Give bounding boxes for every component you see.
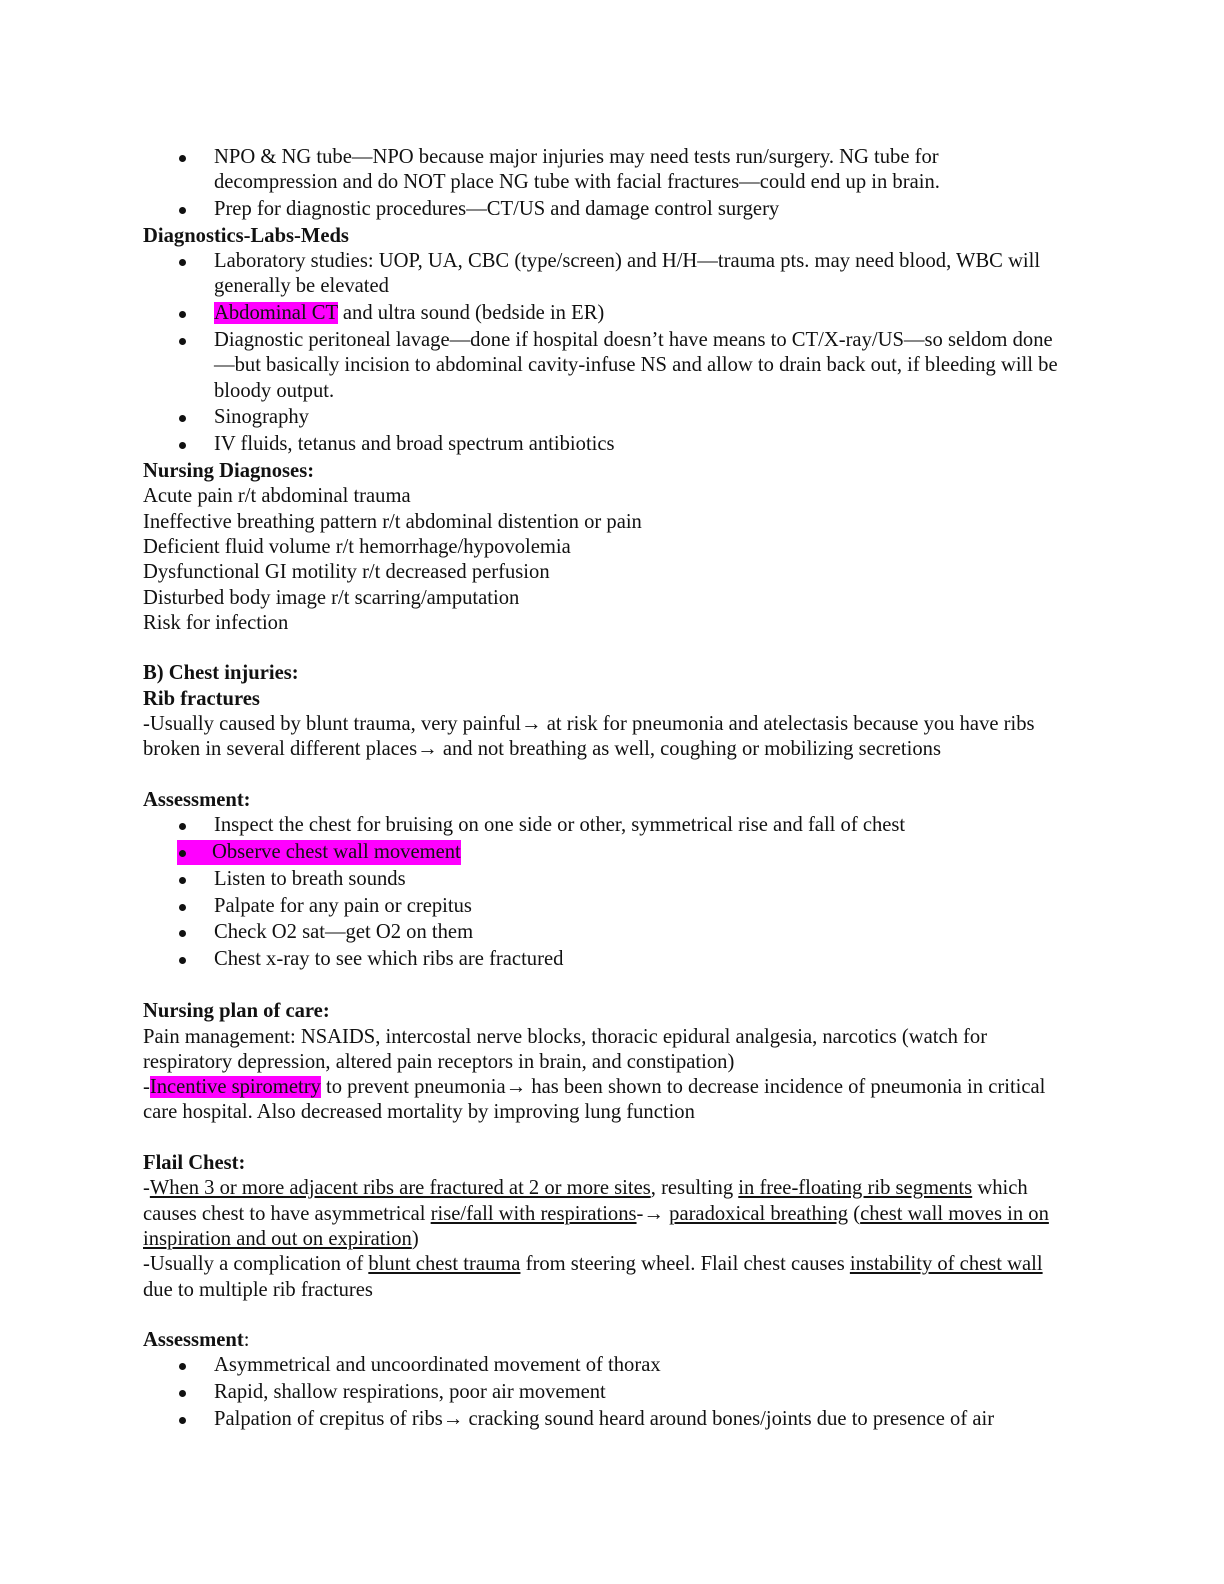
document-page (143, 145, 1063, 1434)
flail-chest-heading: Flail Chest: (143, 1152, 246, 1175)
diagnosis-line: Ineffective breathing pattern r/t abdominal distention or pain (143, 510, 642, 533)
top-bullet-list (143, 145, 1063, 222)
assessment-2-list (143, 1353, 1063, 1432)
list-item (143, 1380, 1063, 1405)
list-item (143, 1407, 1063, 1432)
underlined-text: instability of chest wall (849, 1253, 1043, 1276)
list-item (143, 894, 1063, 919)
list-item (143, 249, 1063, 300)
rib-fractures-text: -Usually caused by blunt trauma, very painful→ at risk for pneumonia and atelectasis because you have ribs broken in several different places→ and not breathing as well, coughing or mobilizing secretions (143, 713, 1035, 761)
diagnosis-line: Acute pain r/t abdominal trauma (143, 485, 411, 508)
bullet-text: Prep for diagnostic procedures—CT/US and damage control surgery (214, 198, 780, 221)
diagnostics-heading: Diagnostics-Labs-Meds (143, 224, 349, 247)
bullet-icon (179, 311, 186, 318)
bullet-text: Diagnostic peritoneal lavage—done if hospital doesn’t have means to CT/X-ray/US—so seldom done—but basically incision to abdominal cavity-infuse NS and allow to drain back out, if bleeding will be bloody output. (214, 329, 1058, 402)
underlined-text: chest wall moves in on inspiration and out on expiration (143, 1202, 1049, 1250)
bullet-text: Asymmetrical and uncoordinated movement of thorax (214, 1354, 661, 1377)
colon-text: : (243, 1329, 250, 1352)
list-item-highlighted (143, 840, 1063, 865)
text-run: ) (411, 1227, 419, 1250)
bullet-text: Listen to breath sounds (214, 867, 406, 890)
rib-fractures-heading: Rib fractures (143, 687, 260, 710)
bullet-text: IV fluids, tetanus and broad spectrum antibiotics (214, 433, 615, 456)
bullet-icon (179, 957, 186, 964)
highlighted-text: Abdominal CT (214, 302, 338, 325)
bullet-icon (179, 904, 186, 911)
underlined-text: rise/fall with respirations (430, 1202, 637, 1225)
bullet-icon (179, 207, 186, 214)
text-run: due to multiple rib fractures (143, 1278, 373, 1301)
flail-paragraph-2 (143, 1252, 1063, 1303)
underlined-text: When 3 or more adjacent ribs are fractured at 2 or more sites (149, 1177, 651, 1200)
bullet-icon (179, 442, 186, 449)
bullet-text: Palpate for any pain or crepitus (214, 894, 472, 917)
list-item (143, 432, 1063, 457)
list-item (143, 867, 1063, 892)
dash-text: - (143, 1076, 150, 1099)
diagnosis-line: Deficient fluid volume r/t hemorrhage/hypovolemia (143, 535, 571, 558)
bullet-text: Laboratory studies: UOP, UA, CBC (type/screen) and H/H—trauma pts. may need blood, WBC will generally be elevated (214, 250, 1041, 298)
pain-management-text: Pain management: NSAIDS, intercostal nerve blocks, thoracic epidural analgesia, narcotics (watch for respiratory depression, altered pain receptors in brain, and constipation) (143, 1025, 988, 1073)
flail-paragraph-1 (143, 1176, 1063, 1252)
diagnosis-line: Dysfunctional GI motility r/t decreased perfusion (143, 561, 550, 584)
underlined-text: blunt chest trauma (368, 1253, 521, 1276)
bullet-text: Rapid, shallow respirations, poor air movement (214, 1381, 606, 1404)
list-item (143, 1353, 1063, 1378)
bullet-icon (179, 415, 186, 422)
text-run: - (143, 1177, 150, 1200)
bullet-icon (179, 155, 186, 162)
list-item (143, 301, 1063, 326)
assessment-2-heading: Assessment (143, 1329, 244, 1352)
bullet-text: Inspect the chest for bruising on one side or other, symmetrical rise and fall of chest (214, 814, 906, 837)
bullet-text: and ultra sound (bedside in ER) (337, 302, 605, 325)
paragraph-text: to prevent pneumonia→ has been shown to decrease incidence of pneumonia in critical care hospital. Also decreased mortality by improving lung function (143, 1076, 1046, 1124)
bullet-icon (179, 1417, 186, 1424)
list-item (143, 145, 1063, 196)
bullet-text: Sinography (214, 406, 309, 429)
bullet-icon (179, 823, 186, 830)
text-run: , resulting (650, 1177, 739, 1200)
highlighted-text: Observe chest wall movement (212, 841, 461, 864)
underlined-text: in free-floating rib segments (738, 1177, 973, 1200)
list-item (143, 813, 1063, 838)
assessment-list (143, 813, 1063, 972)
bullet-icon (179, 877, 186, 884)
list-item (143, 328, 1063, 404)
list-item (143, 197, 1063, 222)
text-run: ( (848, 1202, 861, 1225)
diagnosis-line: Disturbed body image r/t scarring/amputation (143, 586, 520, 609)
bullet-icon (179, 1363, 186, 1370)
diagnosis-line: Risk for infection (143, 611, 289, 634)
highlighted-text: Incentive spirometry (149, 1076, 321, 1099)
bullet-text: Palpation of crepitus of ribs→ cracking sound heard around bones/joints due to presence of air (214, 1408, 995, 1431)
bullet-icon (179, 259, 186, 266)
bullet-icon (179, 930, 186, 937)
spirometry-paragraph (143, 1075, 1063, 1126)
chest-injuries-heading: B) Chest injuries: (143, 662, 299, 685)
bullet-text: Check O2 sat—get O2 on them (214, 921, 474, 944)
diagnostics-list (143, 249, 1063, 457)
bullet-text: NPO & NG tube—NPO because major injuries may need tests run/surgery. NG tube for decompression and do NOT place NG tube with facial fractures—could end up in brain. (214, 146, 940, 194)
list-item (143, 405, 1063, 430)
text-run: -Usually a complication of (143, 1253, 369, 1276)
bullet-icon (179, 338, 186, 345)
assessment-2-heading-row (143, 1328, 1063, 1353)
underlined-text: paradoxical breathing (669, 1202, 849, 1225)
list-item (143, 947, 1063, 972)
bullet-icon (179, 850, 186, 857)
text-run: which causes chest to have asymmetrical (143, 1177, 1028, 1225)
assessment-heading: Assessment: (143, 788, 251, 811)
bullet-icon (179, 1390, 186, 1397)
highlight-bar (177, 840, 461, 865)
bullet-text: Chest x-ray to see which ribs are fractured (214, 948, 564, 971)
text-run: -→ (636, 1202, 670, 1225)
list-item (143, 920, 1063, 945)
text-run: from steering wheel. Flail chest causes (520, 1253, 850, 1276)
plan-of-care-heading: Nursing plan of care: (143, 1000, 330, 1023)
nursing-diagnoses-heading: Nursing Diagnoses: (143, 460, 315, 483)
